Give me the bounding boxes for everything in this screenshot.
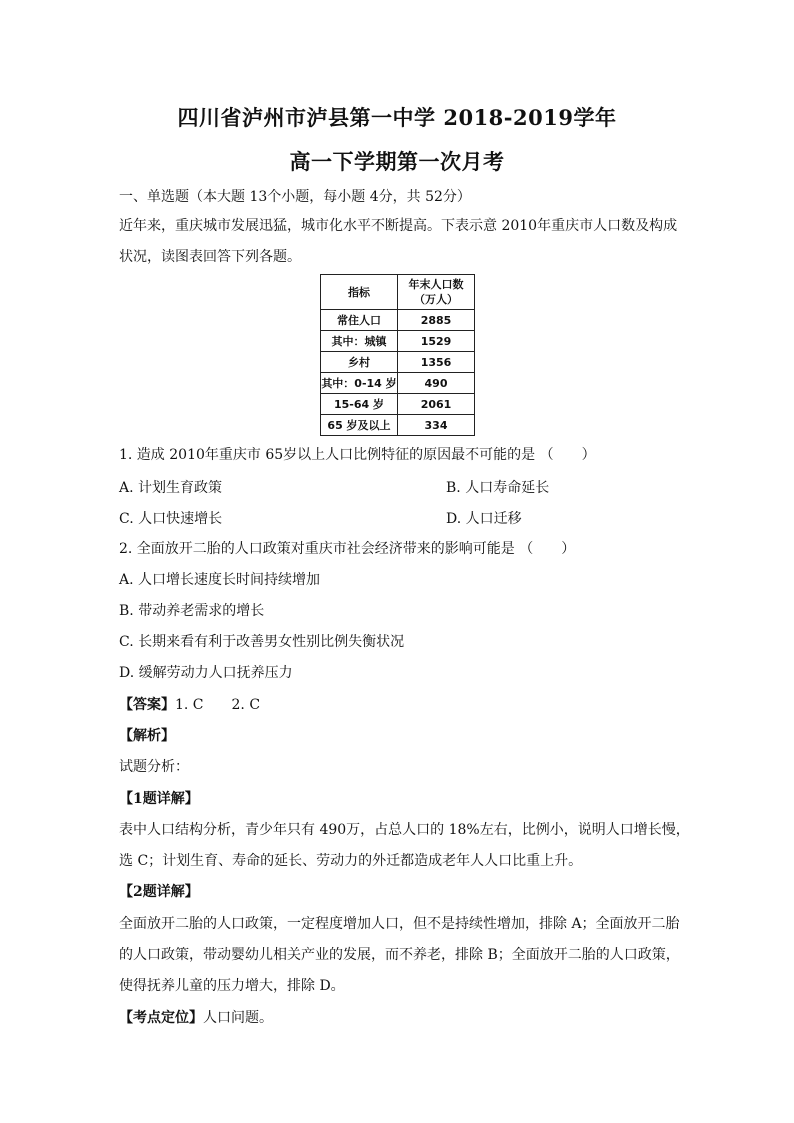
kaodian-line [119,1008,679,1028]
answer-line [119,695,679,715]
question-1-option-d: D. 人口迁移 [446,511,522,527]
question-1-stem: 1. 造成 2010年重庆市 65岁以上人口比例特征的原因最不可能的是 （ ） [119,447,596,463]
table-cell-label: 15-64 岁 [321,394,398,415]
answer-text: 1. C 2. C [175,697,261,713]
detail-2-label: 【2题详解】 [119,884,199,900]
detail-1-label: 【1题详解】 [119,791,199,807]
detail-1-line-2: 选 C；计划生育、寿命的延长、劳动力的外迁都造成老年人人口比重上升。 [119,853,583,869]
answer-label: 【答案】 [119,697,175,713]
title-line-1: 四川省泸州市泸县第一中学 2018-2019学年 [177,105,617,130]
table-header-indicator: 指标 [321,275,398,310]
detail-1-line-1: 表中人口结构分析，青少年只有 490万，占总人口的 18%左右，比例小，说明人口增长慢， [119,822,690,838]
table-cell-label: 乡村 [321,352,398,373]
table-cell-label: 65 岁及以上 [321,415,398,436]
table-row [321,352,475,373]
detail-2-line-3: 使得抚养儿童的压力增大，排除 D。 [119,978,345,994]
table-cell-value: 334 [398,415,475,436]
question-1-option-c: C. 人口快速增长 [119,511,223,527]
population-table [320,274,475,436]
detail-2-line-2: 的人口政策，带动婴幼儿相关产业的发展，而不养老，排除 B；全面放开二胎的人口政策， [119,947,680,963]
question-2-stem: 2. 全面放开二胎的人口政策对重庆市社会经济带来的影响可能是 （ ） [119,541,576,557]
intro-text-line-2: 状况，读图表回答下列各题。 [119,249,301,265]
table-cell-value: 1529 [398,331,475,352]
kaodian-text: 人口问题。 [203,1010,273,1026]
question-2-option-d: D. 缓解劳动力人口抚养压力 [119,665,293,681]
table-cell-value: 2061 [398,394,475,415]
detail-2-line-1: 全面放开二胎的人口政策，一定程度增加人口，但不是持续性增加，排除 A；全面放开二胎 [119,916,680,932]
section-heading: 一、单选题（本大题 13个小题，每小题 4分，共 52分） [119,189,471,205]
table-row [321,310,475,331]
question-2-option-b: B. 带动养老需求的增长 [119,603,265,619]
question-1-option-a: A. 计划生育政策 [119,480,223,496]
title-line-2: 高一下学期第一次月考 [289,149,505,174]
table-row [321,415,475,436]
table-cell-label: 其中：城镇 [321,331,398,352]
table-header-row [321,275,475,310]
table-cell-label: 常住人口 [321,310,398,331]
analysis-intro: 试题分析： [119,759,189,775]
question-2-option-a: A. 人口增长速度长时间持续增加 [119,572,321,588]
table-cell-value: 490 [398,373,475,394]
table-cell-label: 其中：0-14 岁 [321,373,398,394]
table-cell-value: 2885 [398,310,475,331]
question-1-option-b: B. 人口寿命延长 [446,480,550,496]
table-row [321,373,475,394]
kaodian-label: 【考点定位】 [119,1010,203,1026]
table-cell-value: 1356 [398,352,475,373]
table-header-population-line1: 年末人口数 [408,278,464,291]
table-header-population-line2: （万人） [414,293,458,306]
intro-text-line-1: 近年来，重庆城市发展迅猛，城市化水平不断提高。下表示意 2010年重庆市人口数及构成 [119,218,678,234]
table-row [321,331,475,352]
table-header-population [398,275,475,310]
analysis-label: 【解析】 [119,728,175,744]
table-row [321,394,475,415]
question-2-option-c: C. 长期来看有利于改善男女性别比例失衡状况 [119,634,405,650]
